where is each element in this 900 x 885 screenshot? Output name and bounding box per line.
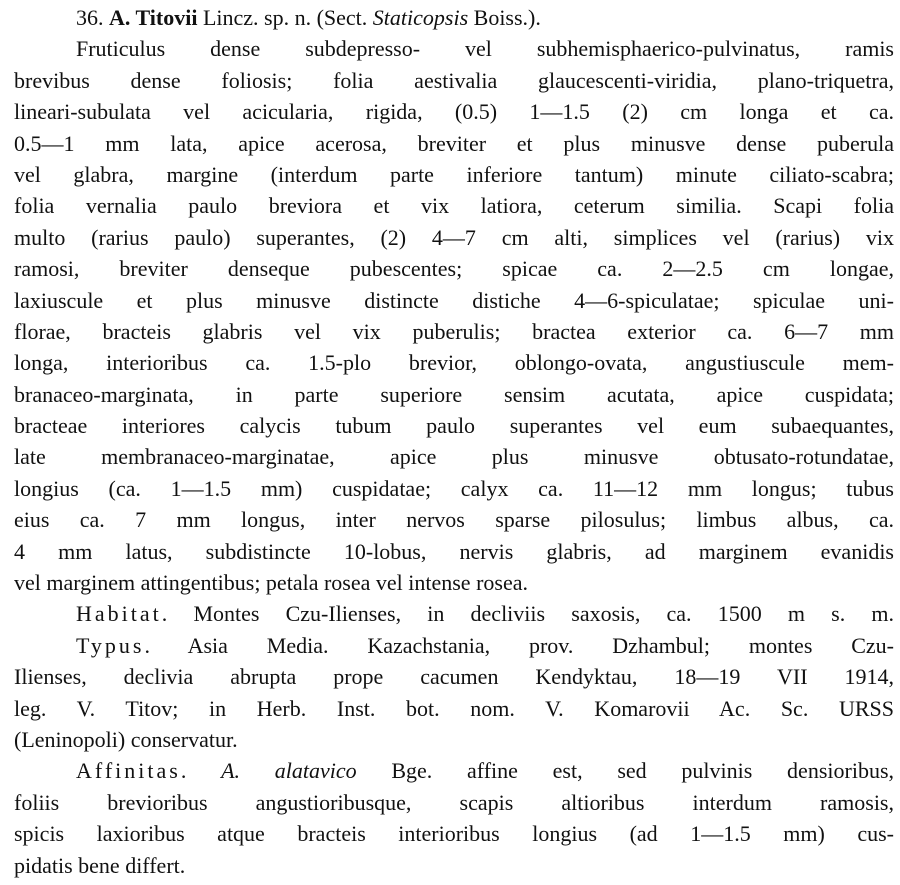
text-line [14,222,894,253]
section-label: Affinitas [76,758,181,784]
text-segment: vel glabra, margine (interdum parte inferiore tantum) minute ciliato-scabra; [14,161,894,187]
text-line [14,190,894,221]
text-line [14,285,894,316]
text-line [14,567,894,598]
document-page [14,2,894,881]
text-segment: foliis brevioribus angustioribusque, scapis altioribus interdum ramosis, [14,789,894,815]
text-segment: . Asia Media. Kazachstania, prov. Dzhambul; montes Czu- [144,632,894,658]
text-segment: (Leninopoli) conservatur. [14,726,238,752]
text-segment: ramosi, breviter denseque pubescentes; spicae ca. 2—2.5 cm longae, [14,256,894,282]
text-segment: branaceo-marginata, in parte superiore sensim acutata, apice cuspidata; [14,381,894,407]
text-line [14,693,894,724]
text-segment: leg. V. Titov; in Herb. Inst. bot. nom. V. Komarovii Ac. Sc. URSS [14,695,894,721]
text-segment: eius ca. 7 mm longus, inter nervos sparse pilosulus; limbus albus, ca. [14,507,894,533]
text-segment: pidatis bene differt. [14,852,186,878]
text-segment: 4 mm latus, subdistincte 10-lobus, nervis glabris, ad marginem evanidis [14,538,894,564]
text-line [14,818,894,849]
species-heading [14,2,894,33]
text-line [14,630,894,661]
text-line [14,755,894,786]
text-segment: florae, bracteis glabris vel vix puberulis; bractea exterior ca. 6—7 mm [14,318,894,344]
text-segment: bracteae interiores calycis tubum paulo superantes vel eum subaequantes, [14,413,894,439]
text-line [14,347,894,378]
text-segment: . [180,758,222,784]
text-segment: brevibus dense foliosis; folia aestivalia glaucescenti-viridia, plano-triquetra, [14,67,894,93]
text-segment: 0.5—1 mm lata, apice acerosa, breviter et plus minusve dense puberula [14,130,894,156]
text-line [14,504,894,535]
text-segment: vel marginem attingentibus; petala rosea vel intense rosea. [14,570,528,596]
section-label: Typus [76,632,145,658]
text-segment: lineari-subulata vel acicularia, rigida, (0.5) 1—1.5 (2) cm longa et ca. [14,99,894,125]
text-segment: laxiuscule et plus minusve distincte distiche 4—6-spiculatae; spiculae uni- [14,287,894,313]
text-segment: Bge. affine est, sed pulvinis densioribus, [356,758,894,784]
text-line [14,410,894,441]
text-segment: late membranaceo-marginatae, apice plus minusve obtusato-rotundatae, [14,444,894,470]
text-line [14,379,894,410]
text-segment: longius (ca. 1—1.5 mm) cuspidatae; calyx ca. 11—12 mm longus; tubus [14,475,894,501]
text-line [14,128,894,159]
text-line [14,441,894,472]
text-line [14,473,894,504]
text-line [14,33,894,64]
text-line [14,316,894,347]
text-line [14,787,894,818]
text-segment: . Montes Czu-Ilienses, in decliviis saxosis, ca. 1500 m s. m. [161,601,894,627]
text-segment: Lincz. sp. n. (Sect. [197,5,373,30]
text-segment: 36. [76,5,109,30]
text-line [14,159,894,190]
text-segment: Boiss.). [468,5,541,30]
text-line [14,96,894,127]
species-name: A. Titovii [109,5,198,30]
text-line [14,253,894,284]
text-line [14,850,894,881]
text-segment: Fruticulus dense subdepresso- vel subhemisphaerico-pulvinatus, ramis [76,36,894,62]
text-line [14,724,894,755]
text-line [14,65,894,96]
italic-name: A. alatavico [221,758,357,784]
text-line [14,598,894,629]
text-segment: longa, interioribus ca. 1.5-plo brevior, oblongo-ovata, angustiuscule mem- [14,350,894,376]
section-label: Habitat [76,601,162,627]
text-segment: folia vernalia paulo breviora et vix latiora, ceterum similia. Scapi folia [14,193,894,219]
text-segment: multo (rarius paulo) superantes, (2) 4—7 cm alti, simplices vel (rarius) vix [14,224,894,250]
text-line [14,661,894,692]
italic-name: Staticopsis [372,5,469,30]
text-segment: spicis laxioribus atque bracteis interioribus longius (ad 1—1.5 mm) cus- [14,821,894,847]
text-line [14,536,894,567]
text-segment: Ilienses, declivia abrupta prope cacumen Kendyktau, 18—19 VII 1914, [14,664,894,690]
